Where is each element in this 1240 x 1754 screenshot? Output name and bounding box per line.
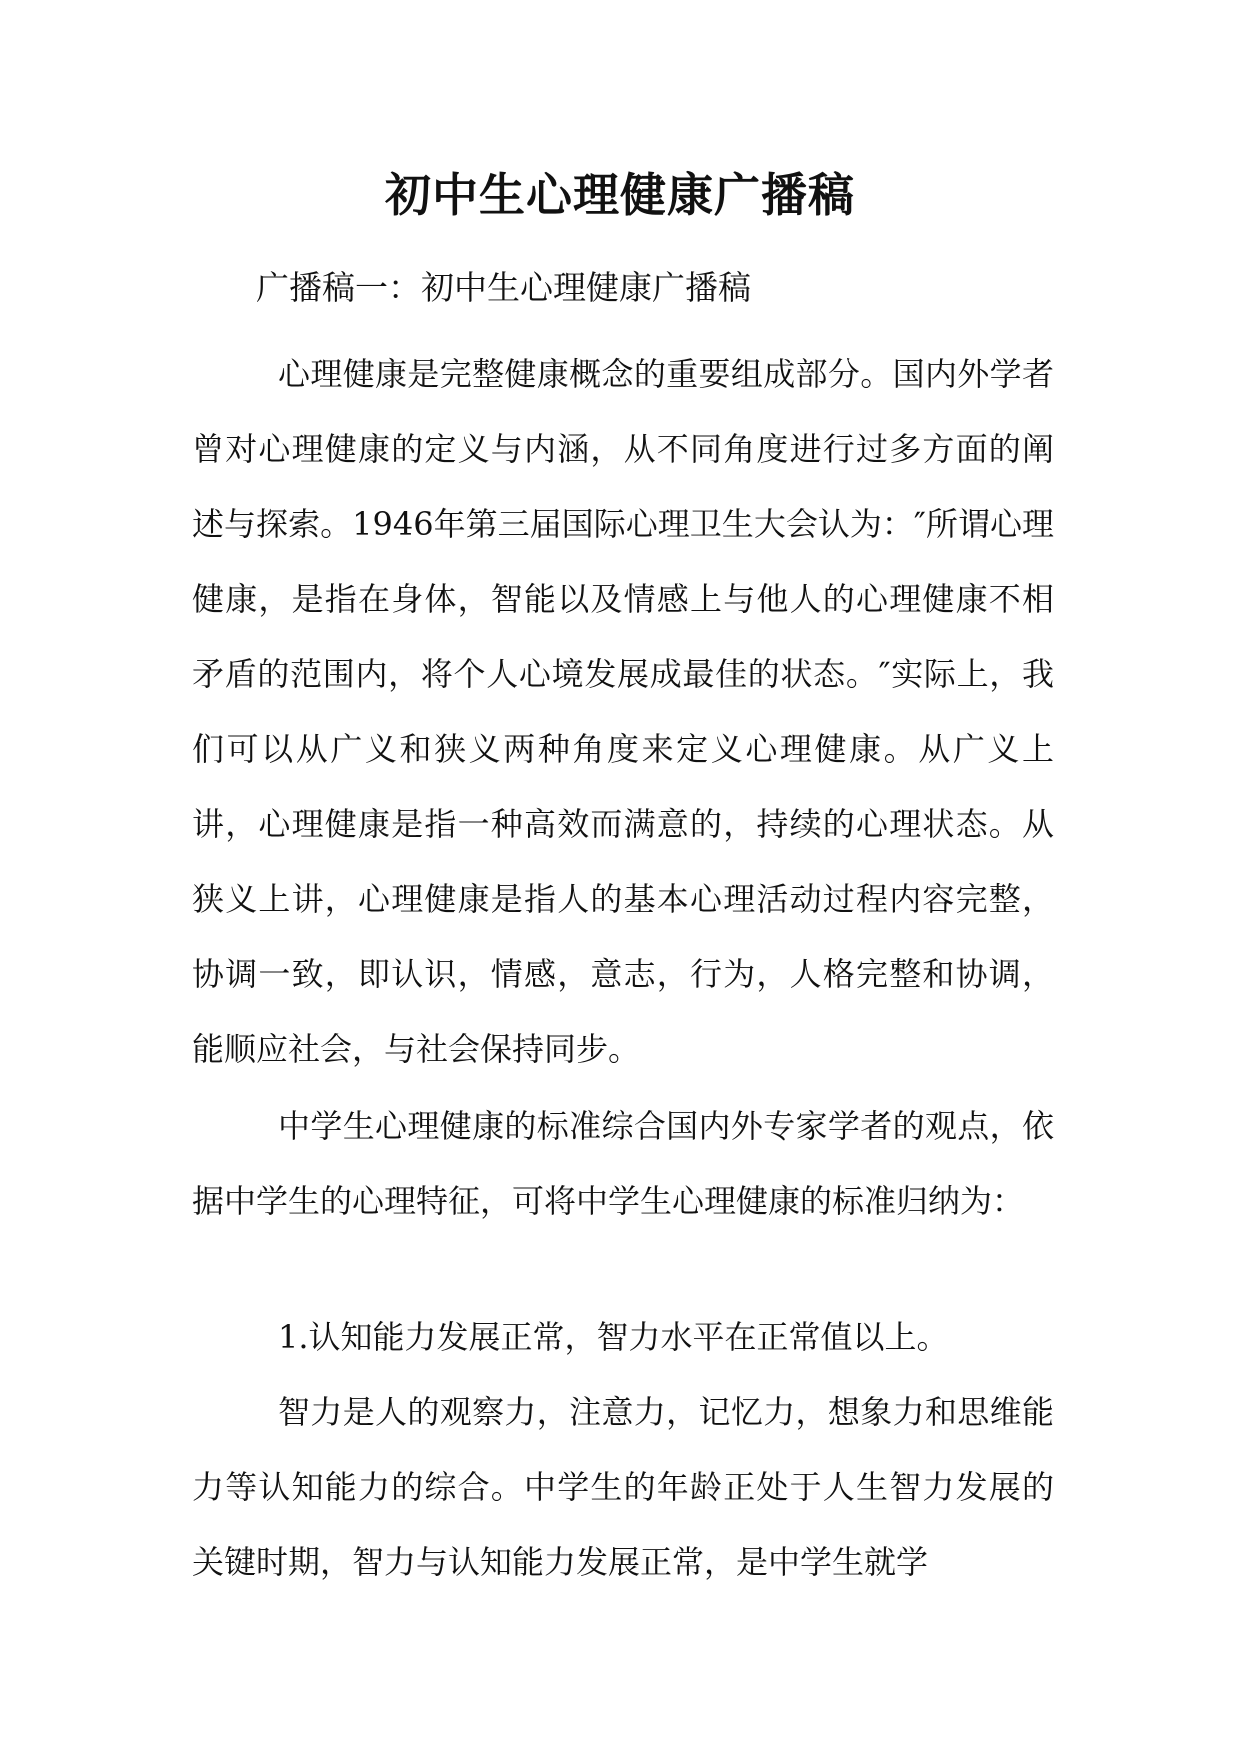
paragraph-definition: 心理健康是完整健康概念的重要组成部分。国内外学者曾对心理健康的定义与内涵，从不同角度进行过多方面的阐述与探索。1946年第三届国际心理卫生大会认为：″所谓心理健康，是指在身体，智能以及情感上与他人的心理健康不相矛盾的范围内，将个人心境发展成最佳的状态。″实际上，我们可以从广义和狭义两种角度来定义心理健康。从广义上讲，心理健康是指一种高效而满意的，持续的心理状态。从狭义上讲，心理健康是指人的基本心理活动过程内容完整，协调一致，即认识，情感，意志，行为，人格完整和协调，能顺应社会，与社会保持同步。 — [192, 355, 1054, 1068]
paragraph-standards-intro: 中学生心理健康的标准综合国内外专家学者的观点，依据中学生的心理特征，可将中学生心理健康的标准归纳为： — [192, 1107, 1054, 1220]
paragraph-standard-1: 1.认知能力发展正常，智力水平在正常值以上。 — [278, 1318, 949, 1356]
document-title: 初中生心理健康广播稿 — [385, 168, 855, 222]
paragraph-intelligence: 智力是人的观察力，注意力，记忆力，想象力和思维能力等认知能力的综合。中学生的年龄正处于人生智力发展的关键时期，智力与认知能力发展正常，是中学生就学 — [192, 1393, 1054, 1581]
document-subtitle: 广播稿一：初中生心理健康广播稿 — [256, 268, 751, 307]
